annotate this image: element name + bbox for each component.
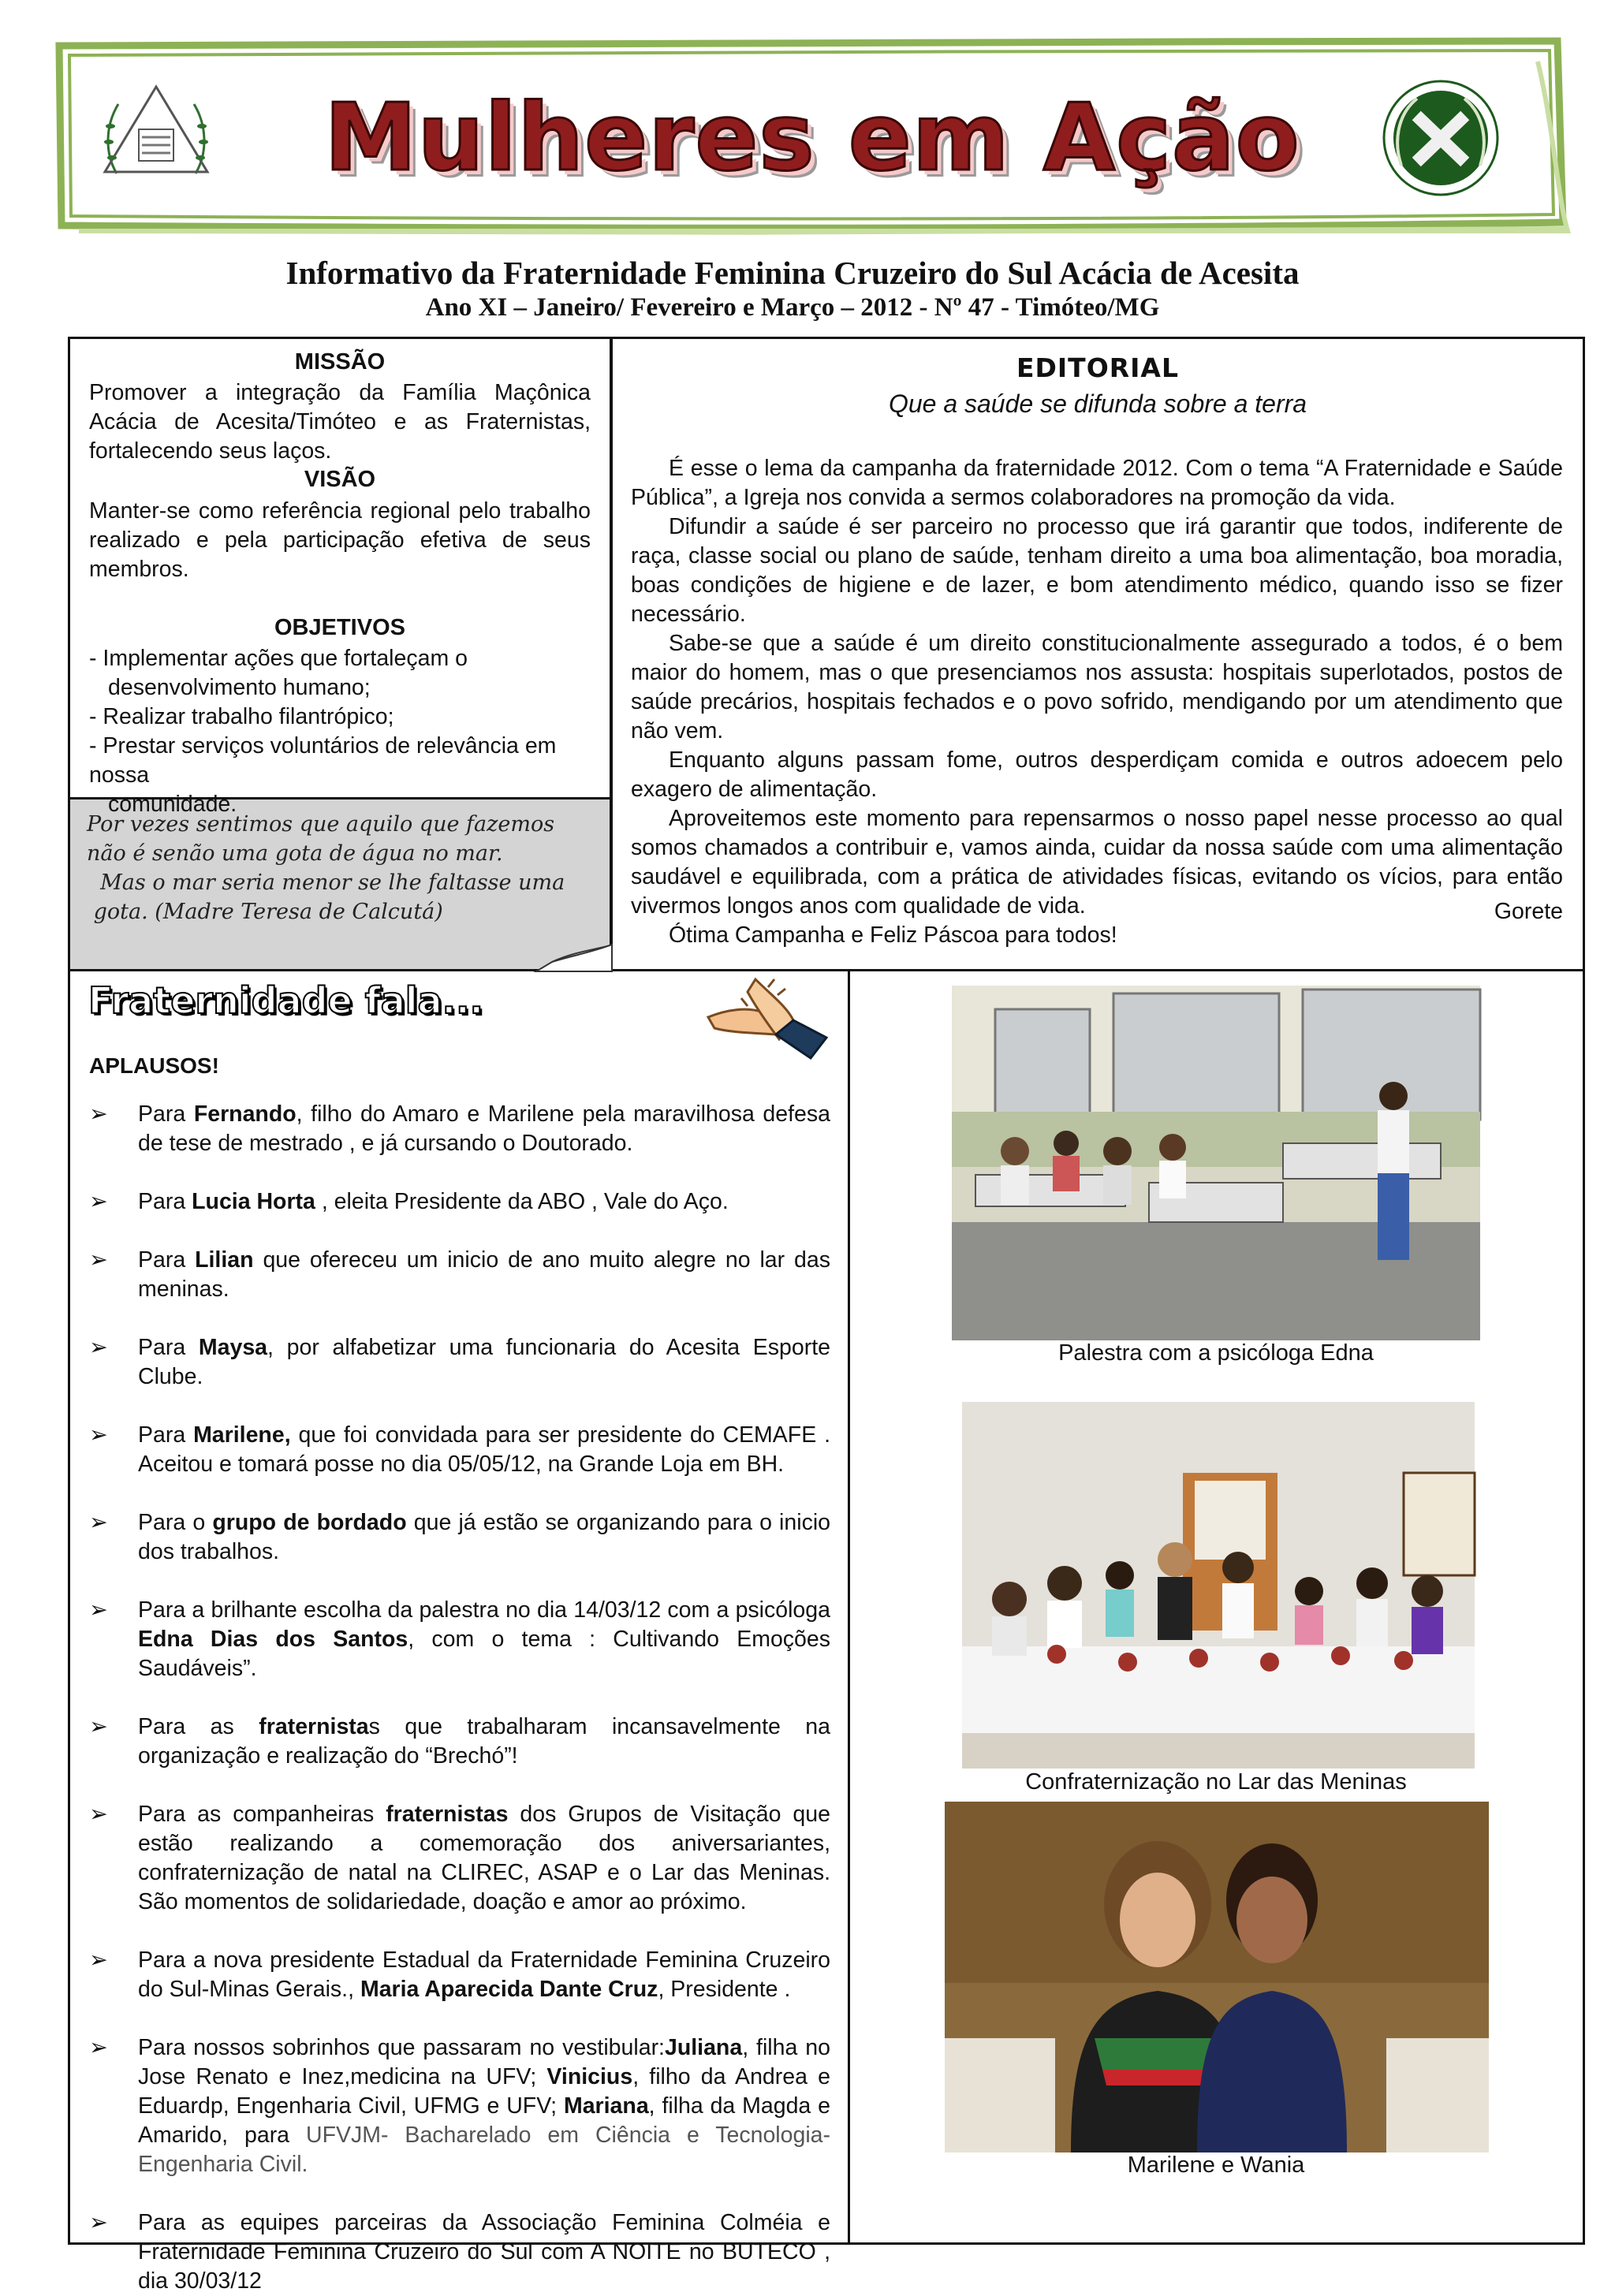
list-item: ➢ Para Marilene, que foi convidada para ser presidente do CEMAFE . Aceitou e tomará posse no dia 05/05/12, na Grande Loja em BH. (89, 1422, 830, 1477)
list-item: ➢ Para Lilian que ofereceu um inicio de ano muito alegre no lar das meninas. (89, 1247, 830, 1302)
mission-text: Promover a integração da Família Maçônica Acácia de Acesita/Timóteo e as Fraternistas, fortalecendo seus laços. (89, 380, 591, 464)
arrow-bullet-icon: ➢ (89, 1335, 108, 1360)
newsletter-subtitle: Informativo da Fraternidade Feminina Cruzeiro do Sul Acácia de Acesita (285, 255, 1300, 291)
editorial-body (631, 454, 1563, 950)
photo-caption: Marilene e Wania (1127, 2152, 1305, 2178)
arrow-bullet-icon: ➢ (89, 1101, 108, 1127)
arrow-bullet-icon: ➢ (89, 1714, 108, 1739)
photo-caption: Palestra com a psicóloga Edna (1058, 1340, 1374, 1366)
applause-list (89, 1100, 830, 2296)
list-item: ➢ Para as companheiras fraternistas dos Grupos de Visitação que estão realizando a comemoração dos aniversariantes, confraternização de natal na CLIREC, ASAP e o Lar das Meninas. São momentos de solidariedade, doação e amor ao próximo. (89, 1802, 830, 1914)
list-item: ➢ Para Fernando, filho do Amaro e Marilene pela maravilhosa defesa de tese de mestrado , e já cursando o Doutorado. (89, 1101, 830, 1156)
fraternity-logo (93, 79, 219, 189)
editorial-paragraph: Aproveitemos este momento para repensarmos o nosso papel nesse processo ao qual somos chamados a contribuir e, vamos ainda, cuidar da nossa saúde com uma alimentação saudável e equilibrada, com a prática de atividades físicas, evitando os vícios, para então vivermos longos anos com qualidade de vida. (631, 806, 1563, 919)
issue-info: Ano XI – Janeiro/ Fevereiro e Março – 2012 - Nº 47 - Timóteo/MG (425, 293, 1160, 322)
list-item: ➢ Para nossos sobrinhos que passaram no vestibular:Juliana, filha no Jose Renato e Inez,medicina na UFV; Vinicius, filho da Andrea e Eduardp, Engenharia Civil, UFMG e UFV; Mariana, filha da Magda e Amarido, para UFVJM- Bacharelado em Ciência e Tecnologia- Engenharia Civil. (89, 2035, 831, 2177)
editorial-paragraph: Enquanto alguns passam fome, outros desperdiçam comida e outros adoecem pelo exagero de alimentação. (631, 747, 1563, 802)
objective-item: - Realizar trabalho filantrópico; (89, 704, 394, 729)
objective-item: - Implementar ações que fortaleçam o desenvolvimento humano; (89, 646, 468, 700)
list-item: ➢ Para Maysa, por alfabetizar uma funcionaria do Acesita Esporte Clube. (89, 1335, 830, 1389)
applause-heading: APLAUSOS! (89, 1053, 219, 1078)
list-item: ➢ Para Lucia Horta , eleita Presidente da ABO , Vale do Aço. (89, 1187, 830, 1217)
vision-heading: VISÃO (304, 467, 376, 492)
photo-lecture (952, 986, 1480, 1340)
editorial-paragraph: Sabe-se que a saúde é um direito constitucionalmente assegurado a todos, é o bem maior do homem, mas o que presenciamos nos assusta: hospitais superlotados, postos de saúde precários, hospitais fechados e o povo sofrido, mendigando por um atendimento que não vem. (631, 631, 1563, 744)
arrow-bullet-icon: ➢ (89, 1247, 108, 1273)
arrow-bullet-icon: ➢ (89, 2210, 108, 2235)
newsletter-title: Mulheres em Ação (324, 83, 1300, 192)
list-item: ➢ Para a nova presidente Estadual da Fraternidade Feminina Cruzeiro do Sul-Minas Gerais., Maria Aparecida Dante Cruz, Presidente . (89, 1948, 830, 2002)
arrow-bullet-icon: ➢ (89, 1948, 108, 1973)
arrow-bullet-icon: ➢ (89, 1802, 108, 1827)
editorial-paragraph: É esse o lema da campanha da fraternidade 2012. Com o tema “A Fraternidade e Saúde Pública”, a Igreja nos convida a sermos colaboradores na promoção da vida. (631, 456, 1563, 510)
photo-caption: Confraternização no Lar das Meninas (1025, 1769, 1407, 1795)
arrow-bullet-icon: ➢ (89, 1189, 108, 1214)
arrow-bullet-icon: ➢ (89, 1422, 108, 1448)
arrow-bullet-icon: ➢ (89, 1510, 108, 1535)
clapping-hands-icon (700, 971, 833, 1066)
quote-text: Por vezes sentimos que aquilo que fazemos não é senão uma gota de água no mar. Mas o mar seria menor se lhe faltasse uma gota. (Madre Teresa de Calcutá) (87, 812, 565, 924)
mission-heading: MISSÃO (294, 349, 386, 375)
vision-text: Manter-se como referência regional pelo trabalho realizado e pela participação efetiva de seus membros. (89, 498, 591, 582)
list-item: ➢ Para as fraternistas que trabalharam incansavelmente na organização e realização do “Brechó”! (89, 1714, 831, 1769)
list-item: ➢ Para as equipes parceiras da Associação Feminina Colméia e Fraternidade Feminina Cruzeiro do Sul com A NOITE no BUTECO , dia 30/03/12 (89, 2210, 830, 2294)
photo-portrait (945, 1802, 1489, 2152)
page-curl-icon (536, 945, 612, 971)
list-item: ➢ Para a brilhante escolha da palestra no dia 14/03/12 com a psicóloga Edna Dias dos Santos, com o tema : Cultivando Emoções Saudáveis”. (89, 1597, 830, 1681)
cross-emblem-logo (1382, 79, 1500, 197)
editorial-paragraph: Difundir a saúde é ser parceiro no processo que irá garantir que todos, indiferente de raça, classe social ou plano de saúde, tenham direito a uma boa alimentação, boa moradia, boas condições de higiene e de lazer, e bom atendimento médico, quando isso se fizer necessário. (631, 514, 1563, 627)
editorial-paragraph: Ótima Campanha e Feliz Páscoa para todos! (669, 922, 1117, 948)
editorial-signature: Gorete (1494, 899, 1563, 924)
photo-party (962, 1402, 1475, 1769)
objective-item: - Prestar serviços voluntários de relevância em nossa comunidade. (89, 733, 557, 817)
objectives-list (89, 644, 594, 817)
arrow-bullet-icon: ➢ (89, 1597, 108, 1623)
objectives-heading: OBJETIVOS (274, 615, 405, 640)
arrow-bullet-icon: ➢ (89, 2035, 108, 2060)
editorial-heading: EDITORIAL (1016, 352, 1180, 383)
fala-title: Fraternidade fala... (88, 979, 483, 1022)
editorial-subheading: Que a saúde se difunda sobre a terra (888, 390, 1307, 418)
list-item: ➢ Para o grupo de bordado que já estão se organizando para o inicio dos trabalhos. (89, 1510, 831, 1564)
